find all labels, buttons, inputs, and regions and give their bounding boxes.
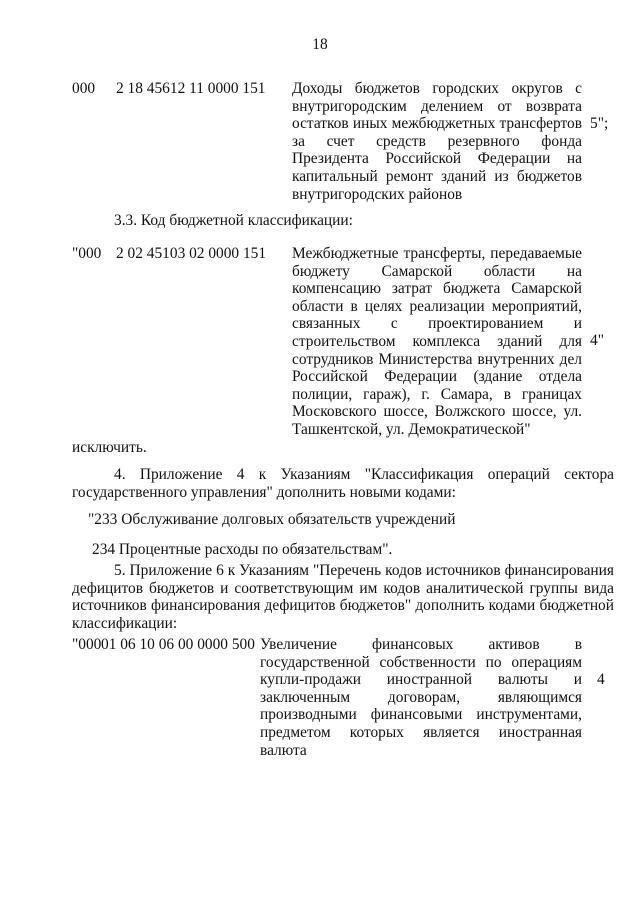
row-prefix: "000 — [72, 636, 102, 653]
paragraph-5: 5. Приложение 6 к Указаниям "Перечень кодов источников финансирования дефицитов бюджетов и соответствующим им кодов аналитической группы вида источников финансирования дефицитов бюджетов" дополнить кодами бюджетной классификации: — [72, 562, 614, 632]
code-233-line: "233 Обслуживание долговых обязательств учреждений — [88, 511, 456, 528]
row-prefix: "000 — [72, 245, 102, 262]
budget-code: 2 02 45103 02 0000 151 — [116, 245, 267, 262]
code-description: Увеличение финансовых активов в государственной собственности по операциям купли-продажи иностранной валюты и заключенным договорам, являющимся производными финансовыми инструментами, предметом которых является иностранная валюта — [260, 636, 582, 759]
section-3-3-heading: 3.3. Код бюджетной классификации: — [114, 212, 353, 229]
row-prefix: 000 — [72, 80, 96, 97]
code-description: Доходы бюджетов городских округов с внутригородским делением от возврата остатков иных межбюджетных трансфертов за счет средств резервного фонда Президента Российской Федерации на капитальный ремонт зданий из бюджетов внутригородских районов — [292, 80, 582, 203]
paragraph-4: 4. Приложение 4 к Указаниям "Классификация операций сектора государственного управления" дополнить новыми кодами: — [72, 466, 614, 501]
budget-code: 2 18 45612 11 0000 151 — [116, 80, 266, 97]
page-number: 18 — [312, 36, 328, 53]
code-234-line: 234 Процентные расходы по обязательствам". — [92, 541, 393, 558]
budget-code: 01 06 10 06 00 0000 500 — [101, 636, 255, 653]
column-number: 4 — [597, 671, 605, 688]
exclude-text: исключить. — [72, 439, 147, 456]
column-number: 4" — [590, 332, 604, 349]
code-description: Межбюджетные трансферты, передаваемые бюджету Самарской области на компенсацию затрат бюджета Самарской области в целях реализации мероприятий, связанных с проектированием и строительством комплекса зданий для сотрудников Министерства внутренних дел Российской Федерации (здание отдела полиции, гараж), г. Самара, в границах Московского шоссе, Волжского шоссе, ул. Ташкентской, ул. Демократической" — [292, 245, 582, 438]
column-number: 5"; — [590, 115, 609, 132]
